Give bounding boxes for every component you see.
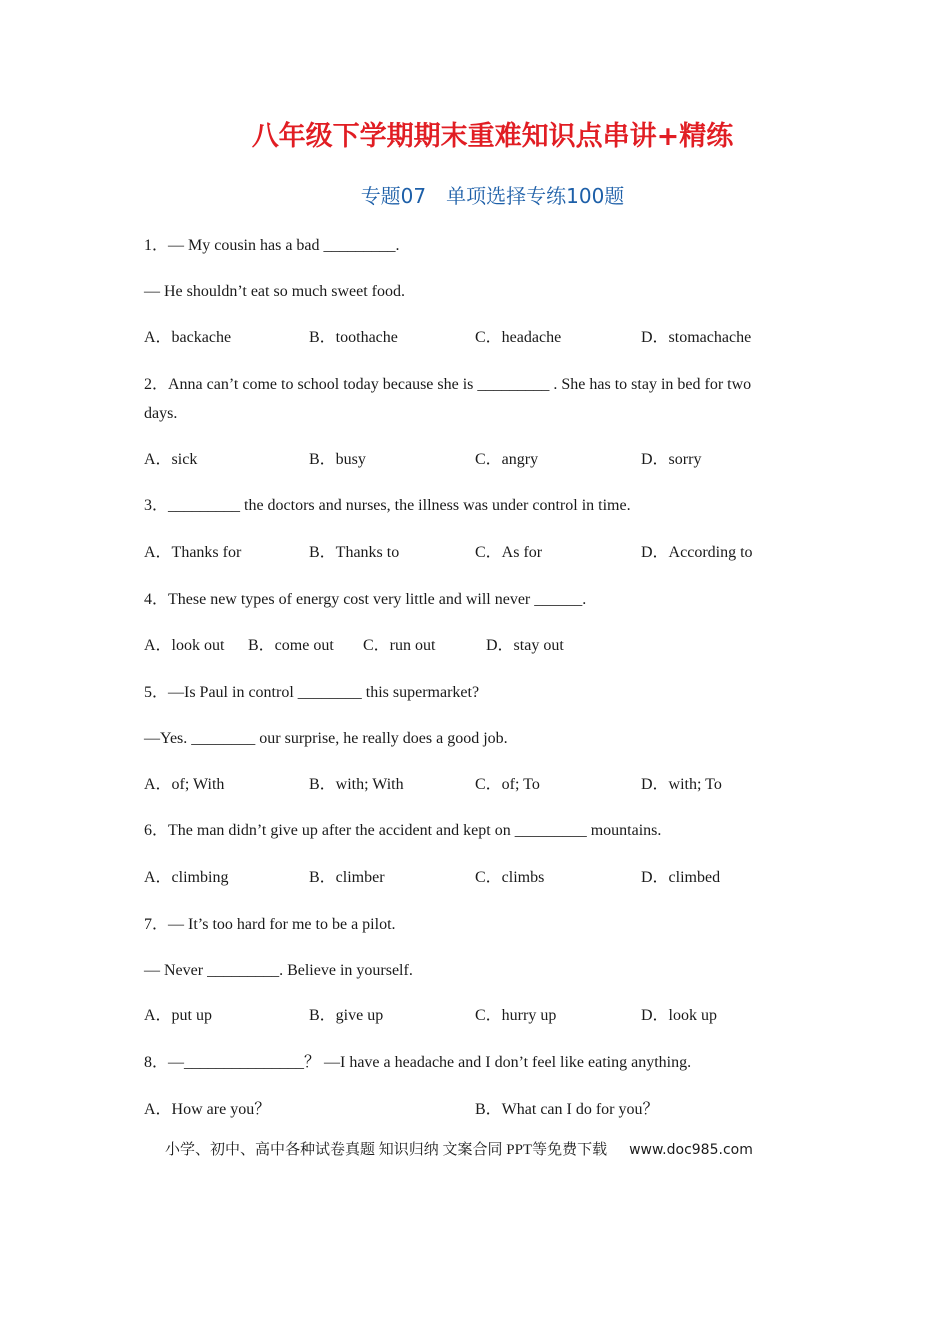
- question-6-option-d: D．climbed: [641, 869, 721, 886]
- question-3-option-a: A．Thanks for: [144, 544, 242, 561]
- question-2-option-b: B．busy: [309, 451, 366, 468]
- question-1-stem: 1．— My cousin has a bad _________.: [144, 237, 400, 254]
- question-7-option-b: B．give up: [309, 1007, 384, 1024]
- question-8-option-a: A．How are you？: [144, 1101, 271, 1118]
- question-1-option-a: A．backache: [144, 329, 232, 346]
- question-4-option-b: B．come out: [248, 637, 334, 654]
- question-5-reply: —Yes. ________ our surprise, he really does a good job.: [144, 730, 508, 747]
- question-1-option-d: D．stomachache: [641, 329, 752, 346]
- question-2-stem: 2．Anna can’t come to school today because she is _________ . She has to stay in bed for two: [144, 376, 752, 393]
- question-2-option-c: C．angry: [475, 451, 539, 468]
- question-6-option-c: C．climbs: [475, 869, 545, 886]
- question-4-stem: 4．These new types of energy cost very little and will never ______.: [144, 591, 587, 608]
- question-7-option-c: C．hurry up: [475, 1007, 557, 1024]
- question-5-stem: 5．—Is Paul in control ________ this supermarket?: [144, 684, 480, 701]
- question-3-option-c: C．As for: [475, 544, 543, 561]
- question-4-option-c: C．run out: [363, 637, 436, 654]
- question-1-option-c: C．headache: [475, 329, 562, 346]
- question-7-stem: 7．— It’s too hard for me to be a pilot.: [144, 916, 396, 933]
- document-subtitle: 专题07 单项选择专练100题: [360, 184, 625, 208]
- footer-text: 小学、初中、高中各种试卷真题 知识归纳 文案合同 PPT等免费下载: [165, 1142, 608, 1158]
- question-5-option-c: C．of; To: [475, 776, 540, 793]
- question-7-option-d: D．look up: [641, 1007, 718, 1024]
- document-title: 八年级下学期期末重难知识点串讲+精练: [251, 121, 734, 152]
- question-6-option-b: B．climber: [309, 869, 385, 886]
- question-1-reply: — He shouldn’t eat so much sweet food.: [144, 283, 405, 300]
- footer-url[interactable]: www.doc985.com: [629, 1142, 753, 1158]
- question-7-reply: — Never _________. Believe in yourself.: [144, 962, 413, 979]
- question-8-stem: 8．—_______________？ —I have a headache and I don’t feel like eating anything.: [144, 1054, 692, 1071]
- question-2-stem-cont: days.: [144, 405, 178, 422]
- question-6-stem: 6．The man didn’t give up after the accident and kept on _________ mountains.: [144, 822, 662, 839]
- question-5-option-d: D．with; To: [641, 776, 722, 793]
- question-3-option-d: D．According to: [641, 544, 753, 561]
- question-4-option-d: D．stay out: [486, 637, 564, 654]
- question-2-option-a: A．sick: [144, 451, 198, 468]
- question-6-option-a: A．climbing: [144, 869, 229, 886]
- question-8-option-b: B．What can I do for you？: [475, 1101, 659, 1118]
- question-3-stem: 3．_________ the doctors and nurses, the illness was under control in time.: [144, 497, 631, 514]
- question-5-option-a: A．of; With: [144, 776, 225, 793]
- question-5-option-b: B．with; With: [309, 776, 404, 793]
- question-1-option-b: B．toothache: [309, 329, 398, 346]
- page-footer: [165, 1138, 753, 1159]
- question-2-option-d: D．sorry: [641, 451, 702, 468]
- question-7-option-a: A．put up: [144, 1007, 213, 1024]
- question-4-option-a: A．look out: [144, 637, 225, 654]
- question-3-option-b: B．Thanks to: [309, 544, 400, 561]
